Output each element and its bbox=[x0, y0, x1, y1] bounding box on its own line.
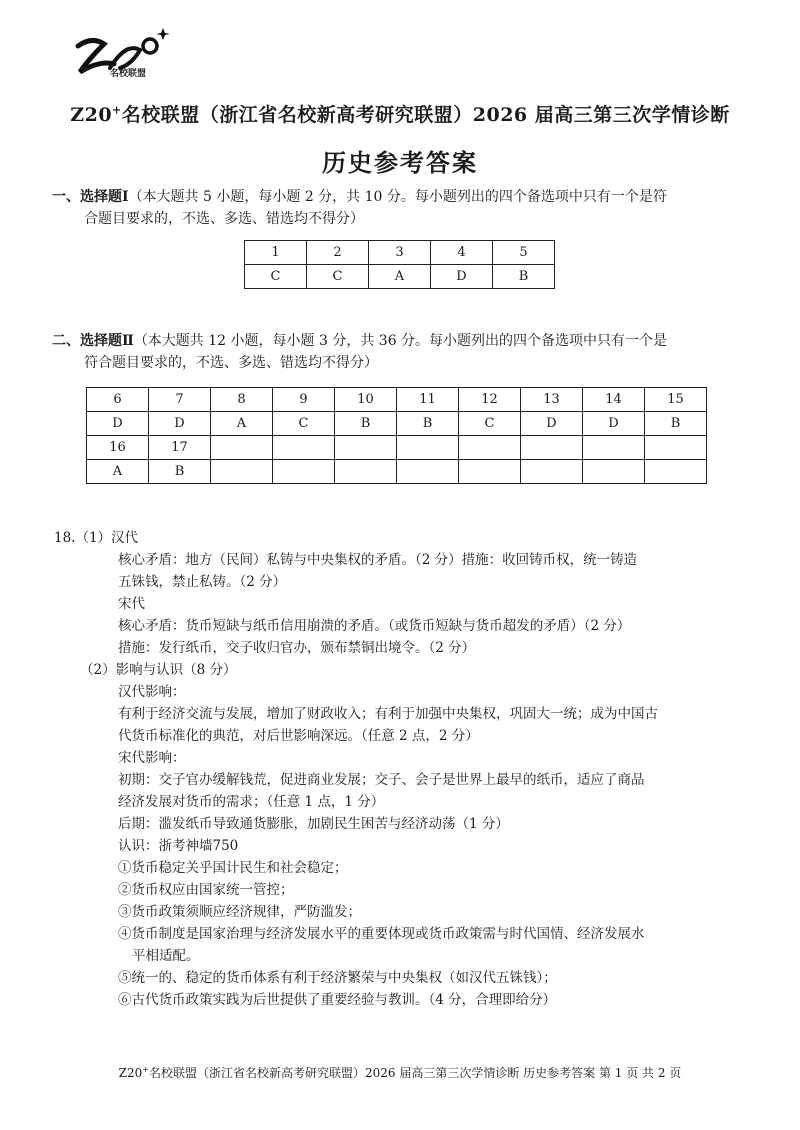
answer-cell: D bbox=[521, 412, 583, 436]
q18-line: 核心矛盾：地方（民间）私铸与中央集权的矛盾。（2 分）措施：收回铸币权，统一铸造 bbox=[118, 552, 638, 568]
empty-cell bbox=[211, 460, 273, 484]
q18-line: ⑥古代货币政策实践为后世提供了重要经验与教训。（4 分，合理即给分） bbox=[118, 992, 557, 1008]
q18-line: 18.（1）汉代 bbox=[54, 530, 139, 546]
question-number: 13 bbox=[521, 388, 583, 412]
q18-line: ①货币稳定关乎国计民生和社会稳定； bbox=[118, 860, 348, 876]
question-number: 10 bbox=[335, 388, 397, 412]
question-number: 14 bbox=[583, 388, 645, 412]
empty-cell bbox=[273, 436, 335, 460]
question-number: 6 bbox=[87, 388, 149, 412]
empty-cell bbox=[335, 460, 397, 484]
answer-table-1 bbox=[244, 240, 555, 289]
question-number: 17 bbox=[149, 436, 211, 460]
empty-cell bbox=[397, 436, 459, 460]
q18-line: ⑤统一的、稳定的货币体系有利于经济繁荣与中央集权（如汉代五铢钱）； bbox=[118, 970, 557, 986]
answer-cell: D bbox=[431, 265, 493, 289]
table-row bbox=[87, 436, 707, 460]
q18-line: 宋代影响： bbox=[118, 750, 186, 766]
q18-line: （2）影响与认识（8 分） bbox=[80, 662, 237, 678]
table-row bbox=[87, 412, 707, 436]
answer-cell: A bbox=[87, 460, 149, 484]
empty-cell bbox=[645, 436, 707, 460]
question-number: 5 bbox=[493, 241, 555, 265]
section2-heading: 二、选择题Ⅱ bbox=[52, 333, 134, 349]
empty-cell bbox=[397, 460, 459, 484]
answer-cell: B bbox=[335, 412, 397, 436]
empty-cell bbox=[273, 460, 335, 484]
section1-heading: 一、选择题Ⅰ bbox=[52, 189, 129, 205]
empty-cell bbox=[211, 436, 273, 460]
answer-cell: B bbox=[149, 460, 211, 484]
empty-cell bbox=[583, 460, 645, 484]
page-title: 历史参考答案 bbox=[322, 148, 478, 177]
answer-cell: A bbox=[211, 412, 273, 436]
answer-cell: D bbox=[149, 412, 211, 436]
empty-cell bbox=[521, 436, 583, 460]
empty-cell bbox=[583, 436, 645, 460]
q18-line: 宋代 bbox=[118, 596, 145, 612]
answer-cell: B bbox=[645, 412, 707, 436]
question-number: 4 bbox=[431, 241, 493, 265]
empty-cell bbox=[521, 460, 583, 484]
answer-cell: C bbox=[459, 412, 521, 436]
q18-line: ④货币制度是国家治理与经济发展水平的重要体现或货币政策需与时代国情、经济发展水 bbox=[118, 926, 645, 942]
question-number: 1 bbox=[245, 241, 307, 265]
question-number: 12 bbox=[459, 388, 521, 412]
empty-cell bbox=[459, 460, 521, 484]
empty-cell bbox=[335, 436, 397, 460]
section2-instructions: 二、选择题Ⅱ（本大题共 12 小题，每小题 3 分，共 36 分。每小题列出的四个备选项中只有一个是 符合题目要求的，不选、多选、错选均不得分） bbox=[52, 333, 668, 371]
q18-line: ②货币权应由国家统一管控； bbox=[118, 882, 294, 898]
question-number: 2 bbox=[307, 241, 369, 265]
q18-line: 汉代影响： bbox=[118, 684, 186, 700]
answer-table-2 bbox=[86, 387, 707, 484]
table-row bbox=[87, 460, 707, 484]
q18-line: 代货币标准化的典范，对后世影响深远。（任意 2 点，2 分） bbox=[118, 728, 479, 744]
answer-cell: D bbox=[87, 412, 149, 436]
answer-cell: C bbox=[273, 412, 335, 436]
question-number: 8 bbox=[211, 388, 273, 412]
q18-line: 初期：交子官办缓解钱荒，促进商业发展；交子、会子是世界上最早的纸币，适应了商品 bbox=[118, 772, 645, 788]
empty-cell bbox=[645, 460, 707, 484]
section1-instructions: 一、选择题Ⅰ（本大题共 5 小题，每小题 2 分，共 10 分。每小题列出的四个备选项中只有一个是符 合题目要求的，不选、多选、错选均不得分） bbox=[52, 189, 667, 227]
logo-caption: 名校联盟 bbox=[110, 69, 147, 79]
q18-line: 措施：发行纸币，交子收归官办，颁布禁铜出境令。（2 分） bbox=[118, 640, 476, 656]
q18-line: 五铢钱，禁止私铸。（2 分） bbox=[118, 574, 287, 590]
question-number: 15 bbox=[645, 388, 707, 412]
answer-cell: A bbox=[369, 265, 431, 289]
q18-line: ③货币政策须顺应经济规律，严防滥发； bbox=[118, 904, 361, 920]
table-row bbox=[245, 265, 555, 289]
exam-title: Z20+名校联盟（浙江省名校新高考研究联盟）2026 届高三第三次学情诊断 bbox=[70, 103, 730, 126]
empty-cell bbox=[459, 436, 521, 460]
table-row bbox=[87, 388, 707, 412]
question-number: 16 bbox=[87, 436, 149, 460]
page-footer: Z20+名校联盟（浙江省名校新高考研究联盟）2026 届高三第三次学情诊断 历史参考答案 第 1 页 共 2 页 bbox=[118, 1065, 682, 1080]
q18-line: 认识：浙考神墙750 bbox=[118, 838, 239, 854]
answer-cell: C bbox=[307, 265, 369, 289]
question-number: 9 bbox=[273, 388, 335, 412]
q18-line: 核心矛盾：货币短缺与纸币信用崩溃的矛盾。（或货币短缺与货币超发的矛盾）（2 分） bbox=[118, 618, 631, 634]
q18-line: 后期：滥发纸币导致通货膨胀，加剧民生困苦与经济动荡（1 分） bbox=[118, 816, 509, 832]
question-number: 7 bbox=[149, 388, 211, 412]
answer-cell: D bbox=[583, 412, 645, 436]
q18-line: 平相适配。 bbox=[132, 948, 200, 964]
q18-line: 经济发展对货币的需求；（任意 1 点，1 分） bbox=[118, 794, 385, 810]
answer-cell: C bbox=[245, 265, 307, 289]
question-number: 11 bbox=[397, 388, 459, 412]
q18-answer bbox=[54, 527, 658, 1011]
question-number: 3 bbox=[369, 241, 431, 265]
q18-line: 有利于经济交流与发展，增加了财政收入；有利于加强中央集权，巩固大一统；成为中国古 bbox=[118, 706, 658, 722]
table-row bbox=[245, 241, 555, 265]
answer-cell: B bbox=[493, 265, 555, 289]
answer-cell: B bbox=[397, 412, 459, 436]
